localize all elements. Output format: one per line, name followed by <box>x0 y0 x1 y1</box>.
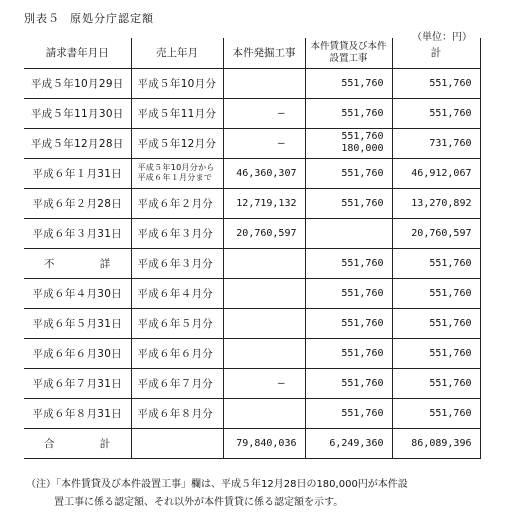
total-main: 79,840,036 <box>223 428 305 458</box>
sales-month-cell: 平成６年３月分 <box>131 218 223 248</box>
table-title: 原処分庁認定額 <box>70 12 154 25</box>
request-date-cell: 平成６年６月30日 <box>24 338 131 368</box>
main-work-cell: 20,760,597 <box>223 218 305 248</box>
sales-month-cell: 平成６年６月分 <box>131 338 223 368</box>
table-row <box>24 248 480 278</box>
request-date-cell: 平成６年５月31日 <box>24 308 131 338</box>
total-sales-month <box>131 428 223 458</box>
sales-month-cell: 平成６年７月分 <box>131 368 223 398</box>
total-cell: 551,760 <box>392 278 480 308</box>
table-row <box>24 218 480 248</box>
main-work-cell <box>223 68 305 98</box>
table-row <box>24 368 480 398</box>
main-work-cell: – <box>223 128 305 158</box>
table-row <box>24 68 480 98</box>
sales-month-cell: 平成６年８月分 <box>131 398 223 428</box>
lease-work-cell: 551,760 <box>305 308 392 338</box>
header-sales-month: 売上年月 <box>131 38 223 68</box>
main-work-cell <box>223 278 305 308</box>
total-cell: 551,760 <box>392 308 480 338</box>
lease-work-cell: 551,760 <box>305 338 392 368</box>
request-date-cell: 平成６年２月28日 <box>24 188 131 218</box>
main-work-cell <box>223 338 305 368</box>
lease-work-cell: 551,760 <box>305 248 392 278</box>
main-work-cell: – <box>223 98 305 128</box>
request-date-cell: 不 詳 <box>24 248 131 278</box>
total-cell: 20,760,597 <box>392 218 480 248</box>
footnote-line-1: （注）「本件賃貸及び本件設置工事」欄は、平成５年12月28日の180,000円が本件設 <box>26 479 408 490</box>
header-main-work: 本件発掘工事 <box>223 38 305 68</box>
sales-month-to: 平成６年１月分まで <box>137 173 213 182</box>
total-cell: 551,760 <box>392 68 480 98</box>
unit-label: （単位：円） <box>412 32 472 43</box>
total-label: 合 計 <box>24 428 131 458</box>
header-lease-work: 本件賃貸及び本件設置工事 <box>305 38 392 68</box>
total-lease: 6,249,360 <box>305 428 392 458</box>
amounts-table <box>24 38 481 459</box>
sales-month-cell: 平成６年４月分 <box>131 278 223 308</box>
lease-work-cell <box>305 218 392 248</box>
sales-month-cell: 平成６年５月分 <box>131 308 223 338</box>
lease-work-cell: 551,760 <box>305 278 392 308</box>
table-number: 別表５ <box>24 12 60 25</box>
lease-work-cell: 551,760 <box>305 368 392 398</box>
request-date-cell: 平成５年12月28日 <box>24 128 131 158</box>
table-row <box>24 278 480 308</box>
request-date-cell: 平成６年８月31日 <box>24 398 131 428</box>
lease-amount: 551,760 <box>341 131 384 142</box>
table-row <box>24 158 480 188</box>
header-request-date: 請求書年月日 <box>24 38 131 68</box>
request-date-cell: 平成６年１月31日 <box>24 158 131 188</box>
table-row <box>24 188 480 218</box>
total-cell: 551,760 <box>392 98 480 128</box>
total-total: 86,089,396 <box>392 428 480 458</box>
request-date-cell: 平成５年10月29日 <box>24 68 131 98</box>
sales-month-cell: 平成５年11月分 <box>131 98 223 128</box>
total-row <box>24 428 480 458</box>
header-total: 計 <box>392 38 480 68</box>
sales-month-cell: 平成６年２月分 <box>131 188 223 218</box>
table-caption <box>24 10 154 26</box>
main-work-cell: 12,719,132 <box>223 188 305 218</box>
main-work-cell: 46,360,307 <box>223 158 305 188</box>
lease-work-cell: 551,760 <box>305 398 392 428</box>
request-date-cell: 平成６年７月31日 <box>24 368 131 398</box>
table-header-row <box>24 38 480 68</box>
request-date-cell: 平成６年４月30日 <box>24 278 131 308</box>
total-cell: 551,760 <box>392 248 480 278</box>
main-work-cell <box>223 308 305 338</box>
total-cell: 551,760 <box>392 398 480 428</box>
sales-month-cell: 平成６年３月分 <box>131 248 223 278</box>
installation-amount: 180,000 <box>341 143 384 154</box>
total-cell: 46,912,067 <box>392 158 480 188</box>
main-work-cell <box>223 248 305 278</box>
total-cell: 551,760 <box>392 338 480 368</box>
request-date-cell: 平成５年11月30日 <box>24 98 131 128</box>
main-work-cell: – <box>223 368 305 398</box>
sales-month-cell <box>131 158 223 188</box>
table-row <box>24 98 480 128</box>
lease-work-cell: 551,760 <box>305 188 392 218</box>
footnote-line-2: 置工事に係る認定額、それ以外が本件賃貸に係る認定額を示す。 <box>54 497 344 508</box>
sales-month-cell: 平成５年10月分 <box>131 68 223 98</box>
request-date-cell: 平成６年３月31日 <box>24 218 131 248</box>
sales-month-cell: 平成５年12月分 <box>131 128 223 158</box>
footnote <box>26 476 496 512</box>
lease-work-cell <box>305 128 392 158</box>
lease-work-cell: 551,760 <box>305 158 392 188</box>
table-row <box>24 308 480 338</box>
total-cell: 13,270,892 <box>392 188 480 218</box>
total-cell: 551,760 <box>392 368 480 398</box>
table-row <box>24 128 480 158</box>
sales-month-from: 平成５年10月分から <box>137 163 215 172</box>
lease-work-cell: 551,760 <box>305 68 392 98</box>
total-cell: 731,760 <box>392 128 480 158</box>
lease-work-cell: 551,760 <box>305 98 392 128</box>
table-row <box>24 338 480 368</box>
table-row <box>24 398 480 428</box>
main-work-cell <box>223 398 305 428</box>
